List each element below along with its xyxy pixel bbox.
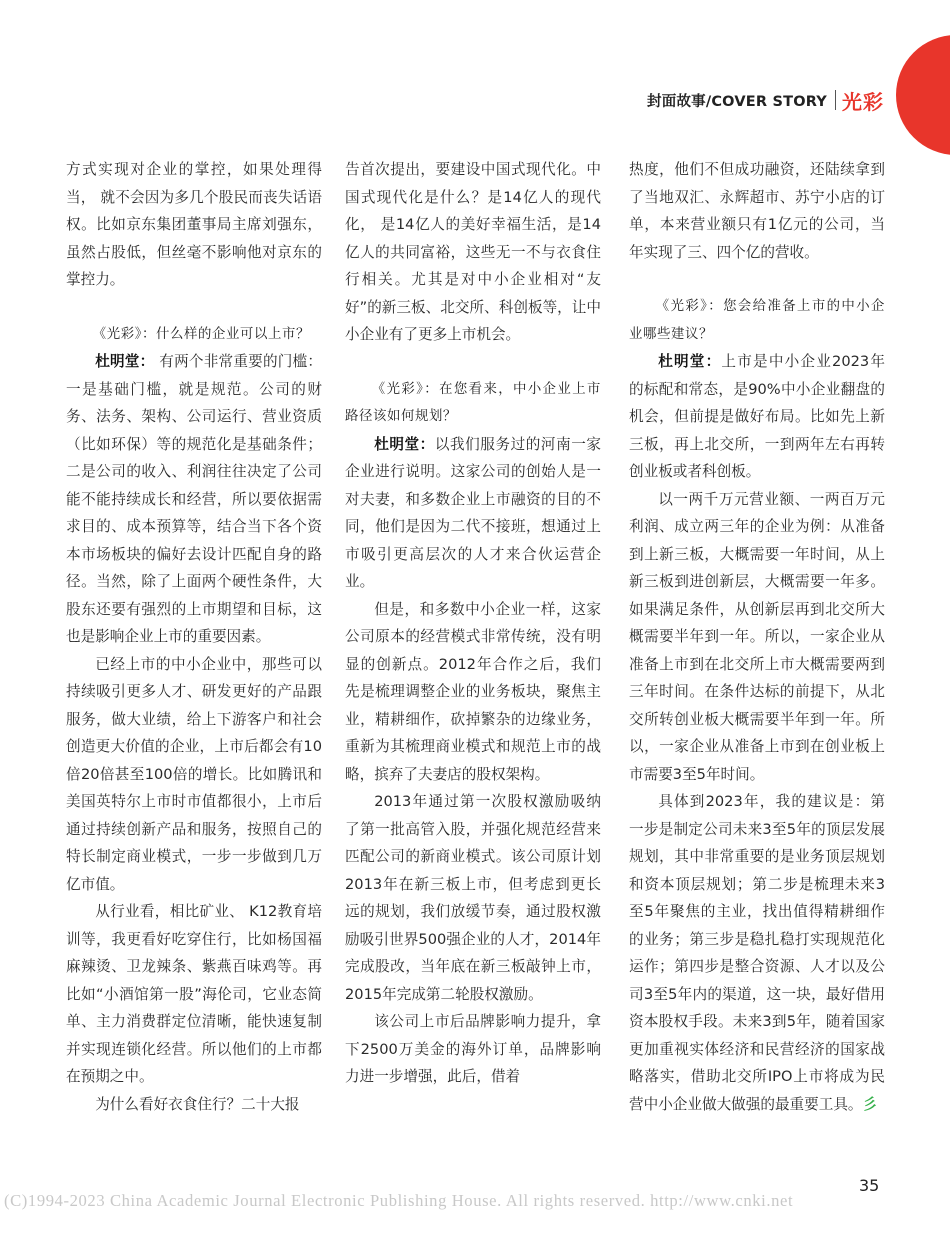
section-label: 封面故事/COVER STORY: [647, 93, 827, 110]
answer-text: 有两个非常重要的门槛：一是基础门槛，就是规范。公司的财务、法务、架构、公司运行、营业资质（比如环保）等的规范化是基础条件；二是公司的收入、利润往往决定了公司能不能持续成长和经营，所以要依据需求目的、成本预算等，结合当下各个资本市场板块的偏好去设计匹配自身的路径。当然，除了上面两个硬性条件，大股东还要有强烈的上市期望和目标，这也是影响企业上市的重要因素。: [66, 353, 322, 645]
column-2: [345, 156, 601, 1091]
column-3: [629, 156, 885, 1118]
header-divider: [835, 90, 836, 110]
paragraph: 以一两千万元营业额、一两百万元利润、成立两三年的企业为例：从准备到上新三板，大概需要一年时间，从上新三板到进创新层，大概需要一年多。如果满足条件，从创新层再到北交所大概需要半年到一年。所以，一家企业从准备上市到在北交所上市大概需要两到三年时间。在条件达标的前提下，从北交所转创业板大概需要半年到一年。所以，一家企业从准备上市到在创业板上市需要3至5年时间。: [629, 490, 885, 783]
paragraph: 从行业看，相比矿业、 K12教育培训等，我更看好吃穿住行，比如杨国福麻辣烫、卫龙辣条、紫燕百味鸡等。再比如“小酒馆第一股”海伦司，它业态简单、主力消费群定位清晰，能快速复制并实现连锁化经营。所以他们的上市都在预期之中。: [66, 903, 322, 1085]
answer-text: 上市是中小企业2023年的标配和常态，是90%中小企业翻盘的机会，但前提是做好布局。比如先上新三板，再上北交所，一到两年左右再转创业板或者科创板。: [629, 353, 885, 480]
interview-answer: [629, 348, 885, 486]
paragraph: 告首次提出，要建设中国式现代化。中国式现代化是什么？是14亿人的现代化， 是14亿人的美好幸福生活，是14亿人的共同富裕，这些无一不与衣食住行相关。尤其是对中小企业相对“友好”的新三板、北交所、科创板等，让中小企业有了更多上市机会。: [345, 161, 601, 343]
paragraph: 该公司上市后品牌影响力提升，拿下2500万美金的海外订单，品牌影响力进一步增强，此后，借着: [345, 1013, 601, 1085]
paragraph-text: 具体到2023年，我的建议是：第一步是制定公司未来3至5年的顶层发展规划，其中非常重要的是业务顶层规划和资本顶层规划；第二步是梳理未来3至5年聚焦的主业，找出值得精耕细作的业务；第三步是稳扎稳打实现规范化运作；第四步是整合资源、人才以及公司3至5年内的渠道，这一块，最好借用资本股权手段。未来3到5年，随着国家更加重视实体经济和民营经济的国家战略落实，借助北交所IPO上市将成为民营中小企业做大做强的最重要工具。: [629, 793, 885, 1113]
paragraph: 但是，和多数中小企业一样，这家公司原本的经营模式非常传统，没有明显的创新点。2012年合作之后，我们先是梳理调整企业的业务板块，聚焦主业，精耕细作，砍掉繁杂的边缘业务，重新为其梳理商业模式和规范上市的战略，摈弃了夫妻店的股权架构。: [345, 600, 601, 783]
column-1: [66, 156, 322, 1118]
paragraph: [629, 788, 885, 1118]
red-circle-decoration: [896, 35, 950, 155]
paragraph: 方式实现对企业的掌控，如果处理得当， 就不会因为多几个股民而丧失话语权。比如京东集团董事局主席刘强东，虽然占股低，但丝毫不影响他对京东的掌控力。: [66, 161, 322, 288]
interview-question: 《光彩》：什么样的企业可以上市？: [92, 326, 310, 342]
speaker-name: 杜明堂：: [374, 435, 435, 453]
speaker-name: 杜明堂：: [95, 353, 155, 370]
interview-answer: [345, 431, 601, 596]
interview-question: 《光彩》：在您看来，中小企业上市路径该如何规划？: [345, 381, 601, 424]
paragraph: 热度，他们不但成功融资，还陆续拿到了当地双汇、永辉超市、苏宁小店的订单，本来营业额只有1亿元的公司，当年实现了三、四个亿的营收。: [629, 161, 885, 261]
copyright-footer: (C)1994-2023 China Academic Journal Electronic Publishing House. All rights reserved. http://www.cnki.net: [4, 1191, 794, 1210]
interview-question: 《光彩》：您会给准备上市的中小企业哪些建议？: [629, 299, 885, 342]
section-header: [647, 89, 884, 114]
magazine-logo: 光彩: [842, 89, 884, 114]
speaker-name: 杜明堂：: [658, 353, 722, 370]
page-number: 35: [859, 1176, 880, 1195]
paragraph: 为什么看好衣食住行？二十大报: [95, 1095, 300, 1113]
answer-text: 以我们服务过的河南一家企业进行说明。这家公司的创始人是一对夫妻，和多数企业上市融资的目的不同，他们是因为二代不接班，想通过上市吸引更高层次的人才来合伙运营企业。: [345, 435, 601, 590]
interview-answer: [66, 348, 322, 651]
end-mark-icon: 彡: [862, 1095, 878, 1113]
paragraph: 已经上市的中小企业中，那些可以持续吸引更多人才、研发更好的产品跟服务，做大业绩，给上下游客户和社会创造更大价值的企业，上市后都会有10倍20倍甚至100倍的增长。比如腾讯和美国英特尔上市时市值都很小，上市后通过持续创新产品和服务，按照自己的特长制定商业模式，一步一步做到几万亿市值。: [66, 655, 322, 893]
paragraph: 2013年通过第一次股权激励吸纳了第一批高管入股，并强化规范经营来匹配公司的新商业模式。该公司原计划2013年在新三板上市，但考虑到更长远的规划，我们放缓节奏，通过股权激励吸引世界500强企业的人才，2014年完成股改，当年底在新三板敲钟上市，2015年完成第二轮股权激励。: [345, 793, 601, 1003]
